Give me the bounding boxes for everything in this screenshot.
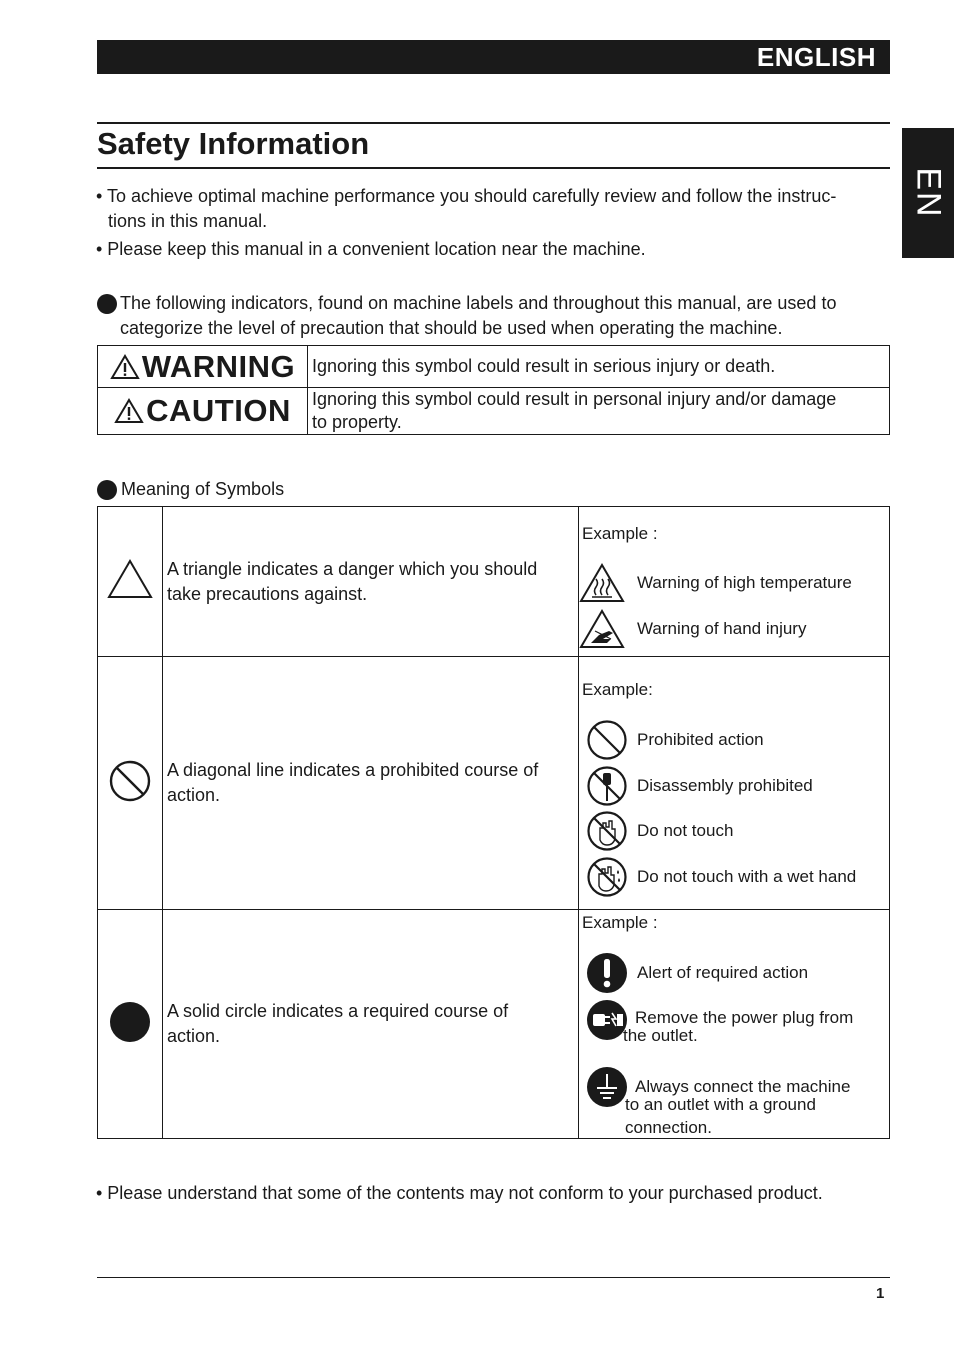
example-text: Disassembly prohibited <box>637 776 813 795</box>
ground-text-line-2: to an outlet with a ground <box>625 1095 816 1114</box>
bullet-dot-icon <box>97 480 117 500</box>
warning-description: Ignoring this symbol could result in serious injury or death. <box>308 346 890 388</box>
triangle-symbol-icon <box>106 558 154 600</box>
unplug-text-line-2: the outlet. <box>623 1026 698 1045</box>
indicator-label-cell <box>98 388 308 435</box>
intro-bullet-2: • Please keep this manual in a convenient location near the machine. <box>96 239 646 259</box>
symbol-cell <box>98 910 163 1139</box>
ground-icon <box>586 1066 628 1108</box>
caution-triangle-icon <box>114 398 144 424</box>
example-text: Do not touch with a wet hand <box>637 867 857 886</box>
example-text: Warning of high temperature <box>637 573 852 592</box>
symbols-heading: Meaning of Symbols <box>121 479 285 499</box>
example-disassembly-prohibited <box>579 765 813 807</box>
alert-icon <box>586 952 628 994</box>
indicators-intro-line-1: The following indicators, found on machine labels and throughout this manual, are used to <box>120 293 837 313</box>
page-number: 1 <box>876 1285 885 1302</box>
triangle-examples <box>579 507 890 657</box>
do-not-touch-icon <box>586 810 628 852</box>
example-text: Alert of required action <box>637 963 809 982</box>
high-temperature-icon <box>579 563 625 603</box>
indicator-row-warning <box>98 346 890 388</box>
prohibited-examples <box>579 657 890 910</box>
example-text <box>625 1077 851 1137</box>
symbol-row-prohibited <box>98 657 890 910</box>
example-high-temperature <box>579 563 852 603</box>
required-meaning <box>163 910 579 1139</box>
example-text: Do not touch <box>637 821 734 840</box>
language-label: ENGLISH <box>756 42 876 72</box>
triangle-meaning-line-2: take precautions against. <box>167 583 368 604</box>
required-meaning-line-2: action. <box>167 1026 221 1046</box>
example-unplug <box>579 999 853 1045</box>
example-prohibited-action <box>579 719 764 761</box>
language-header-bar <box>97 40 890 74</box>
symbol-cell <box>98 507 163 657</box>
symbol-cell <box>98 657 163 910</box>
page-title: Safety Information <box>97 126 370 161</box>
ground-text-line-1: Always connect the machine <box>635 1077 851 1096</box>
caution-description-line-2: to property. <box>312 412 402 432</box>
intro-bullet-1: • To achieve optimal machine performance you should carefully review and follow the instruc- <box>96 186 837 206</box>
example-no-wet-hand <box>579 856 856 898</box>
bullet-dot-icon <box>97 294 117 314</box>
triangle-meaning-line-1: A triangle indicates a danger which you should <box>167 558 538 579</box>
example-label: Example : <box>582 913 658 932</box>
prohibited-icon <box>586 719 628 761</box>
footer-rule <box>97 1277 890 1278</box>
no-wet-hand-icon <box>586 856 628 898</box>
example-do-not-touch <box>579 810 733 852</box>
example-ground <box>579 1066 850 1137</box>
warning-label: WARNING <box>141 348 296 384</box>
caution-label: CAUTION <box>146 393 291 428</box>
footer-note: • Please understand that some of the contents may not conform to your purchased product. <box>96 1183 823 1203</box>
hand-injury-icon <box>579 609 625 649</box>
side-tab-label: EN <box>909 167 948 219</box>
required-examples <box>579 910 890 1139</box>
example-alert <box>579 952 808 994</box>
example-text <box>623 1008 854 1045</box>
caution-description-line-1: Ignoring this symbol could result in personal injury and/or damage <box>312 389 837 409</box>
symbol-row-triangle <box>98 507 890 657</box>
ground-text-line-3: connection. <box>625 1118 712 1137</box>
title-rule-top <box>97 122 890 124</box>
unplug-text-line-1: Remove the power plug from <box>635 1008 854 1027</box>
solid-circle-symbol-icon <box>108 1000 152 1044</box>
symbols-table <box>97 506 890 1139</box>
prohibited-symbol-icon <box>108 759 152 803</box>
symbol-row-required <box>98 910 890 1139</box>
indicator-row-caution <box>98 388 890 435</box>
example-label: Example : <box>582 524 658 543</box>
caution-description <box>308 388 890 435</box>
required-meaning-line-1: A solid circle indicates a required course of <box>167 1001 509 1021</box>
prohibited-meaning <box>163 657 579 910</box>
example-text: Prohibited action <box>637 730 764 749</box>
unplug-icon <box>586 999 628 1041</box>
title-rule-bottom <box>97 167 890 169</box>
indicator-label-cell <box>98 346 308 388</box>
indicators-intro-line-2: categorize the level of precaution that should be used when operating the machine. <box>120 318 783 338</box>
disassembly-prohibited-icon <box>586 765 628 807</box>
example-label: Example: <box>582 680 653 699</box>
example-text: Warning of hand injury <box>637 619 807 638</box>
language-side-tab <box>902 128 954 258</box>
warning-triangle-icon <box>110 354 140 380</box>
prohibited-meaning-line-1: A diagonal line indicates a prohibited course of <box>167 760 539 780</box>
example-hand-injury <box>579 609 806 649</box>
triangle-meaning <box>163 507 579 657</box>
intro-bullet-1-cont: tions in this manual. <box>108 211 268 231</box>
prohibited-meaning-line-2: action. <box>167 785 221 805</box>
indicator-table <box>97 345 890 435</box>
